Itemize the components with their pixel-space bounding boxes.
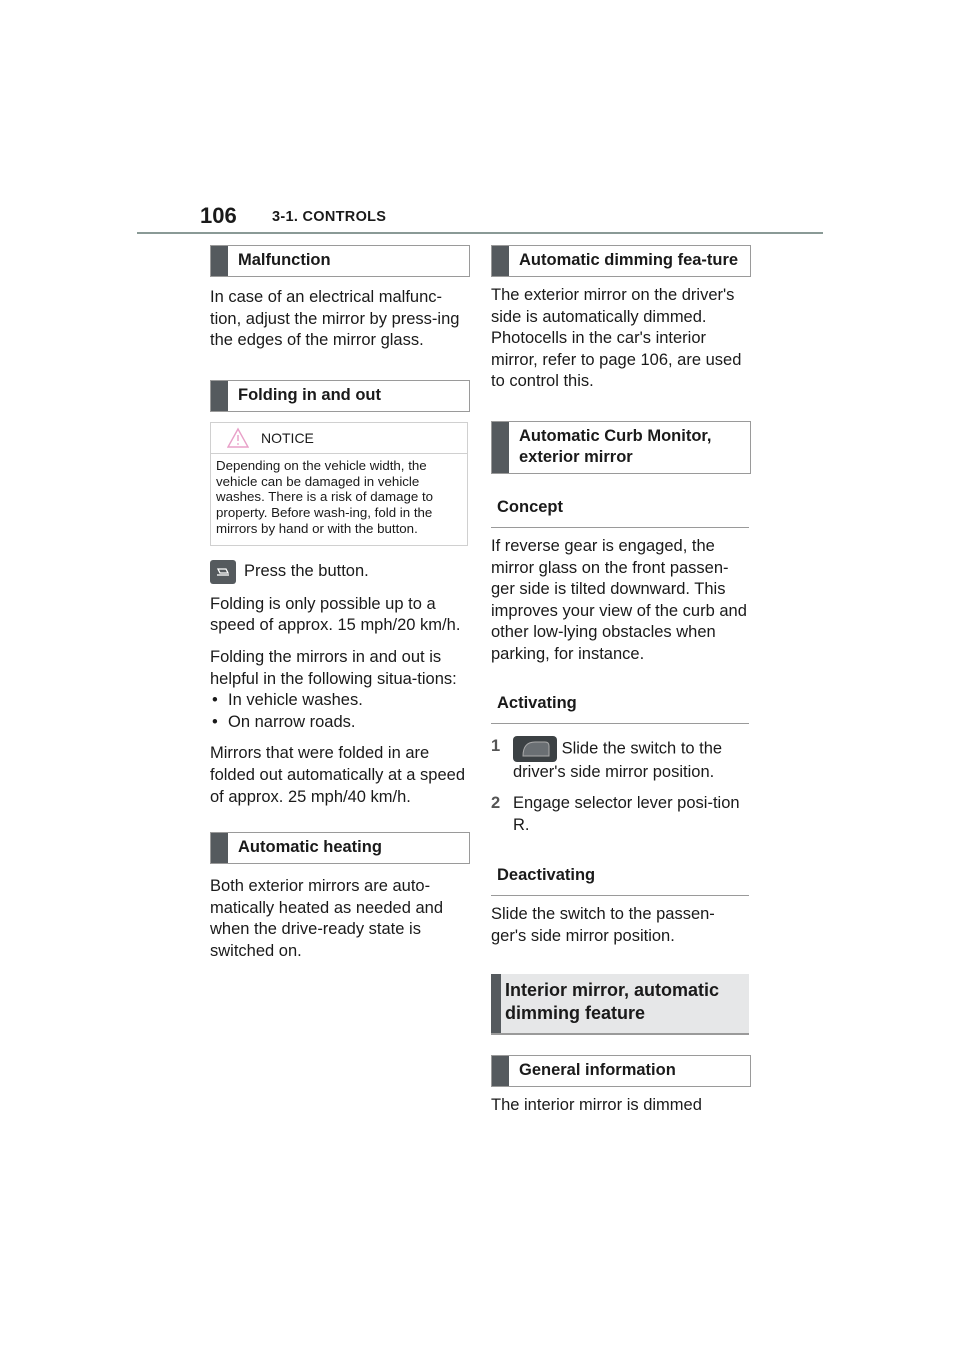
- step-number: 1: [491, 736, 501, 755]
- page-number: 106: [200, 203, 237, 228]
- step-2: [491, 793, 751, 836]
- folding-heading: Folding in and out: [210, 380, 470, 412]
- folded-out-text: Mirrors that were folded in are folded out automatically at a speed of approx. 25 mph/40 km/h.: [210, 744, 466, 806]
- deactivating-text: Slide the switch to the passen-ger's side mirror position.: [491, 905, 715, 945]
- general-info-text: The interior mirror is dimmed: [491, 1095, 702, 1114]
- concept-heading: Concept: [491, 496, 749, 528]
- malfunction-heading: Malfunction: [210, 245, 470, 277]
- general-info-heading: General information: [491, 1055, 751, 1087]
- curb-monitor-heading: Automatic Curb Monitor, exterior mirror: [491, 421, 751, 474]
- step-1: [491, 736, 751, 784]
- step-text: Engage selector lever posi-tion R.: [513, 794, 740, 834]
- notice-text: Depending on the vehicle width, the vehicle can be damaged in vehicle washes. There is a risk of damage to property. Before wash-ing, fold in the mirrors by hand or with the button.: [216, 457, 434, 536]
- notice-label: NOTICE: [261, 429, 314, 446]
- dimming-heading: Automatic dimming fea-ture: [491, 245, 751, 277]
- mirror-fold-button-icon: [210, 560, 236, 584]
- situation-list: [210, 690, 470, 733]
- folding-speed-text: Folding is only possible up to a speed of approx. 15 mph/20 km/h.: [210, 594, 461, 635]
- section-title: 3-1. CONTROLS: [272, 209, 387, 225]
- malfunction-text: In case of an electrical malfunc-tion, adjust the mirror by press-ing the edges of the mirror glass.: [210, 288, 460, 350]
- press-button-text: Press the button.: [244, 561, 369, 580]
- header-rule: [137, 232, 823, 234]
- mirror-switch-icon: [513, 736, 557, 762]
- step-number: 2: [491, 794, 501, 813]
- heating-heading: Automatic heating: [210, 832, 470, 864]
- activating-heading: Activating: [491, 692, 749, 724]
- list-item: • On narrow roads.: [210, 712, 470, 734]
- right-column: [491, 245, 751, 1116]
- dimming-text: The exterior mirror on the driver's side is automatically dimmed. Photocells in the car's interior mirror, refer to page 106, are used to control this.: [491, 286, 742, 391]
- list-item: • In vehicle washes.: [210, 690, 470, 712]
- folding-helpful-text: Folding the mirrors in and out is helpful in the following situa-tions:: [210, 647, 457, 688]
- left-column: [210, 245, 470, 962]
- notice-box: [210, 422, 468, 546]
- interior-mirror-heading: Interior mirror, automatic dimming feature: [491, 974, 749, 1035]
- deactivating-heading: Deactivating: [491, 864, 749, 896]
- concept-text: If reverse gear is engaged, the mirror glass on the front passen-ger side is tilted downward. This improves your view of the curb and other low-lying obstacles when parking, for instance.: [491, 536, 747, 663]
- step-text: Slide the switch to the driver's side mirror position.: [513, 738, 723, 781]
- warning-icon: [227, 427, 249, 449]
- heating-text: Both exterior mirrors are auto-matically heated as needed and when the drive-ready state is switched on.: [210, 877, 443, 960]
